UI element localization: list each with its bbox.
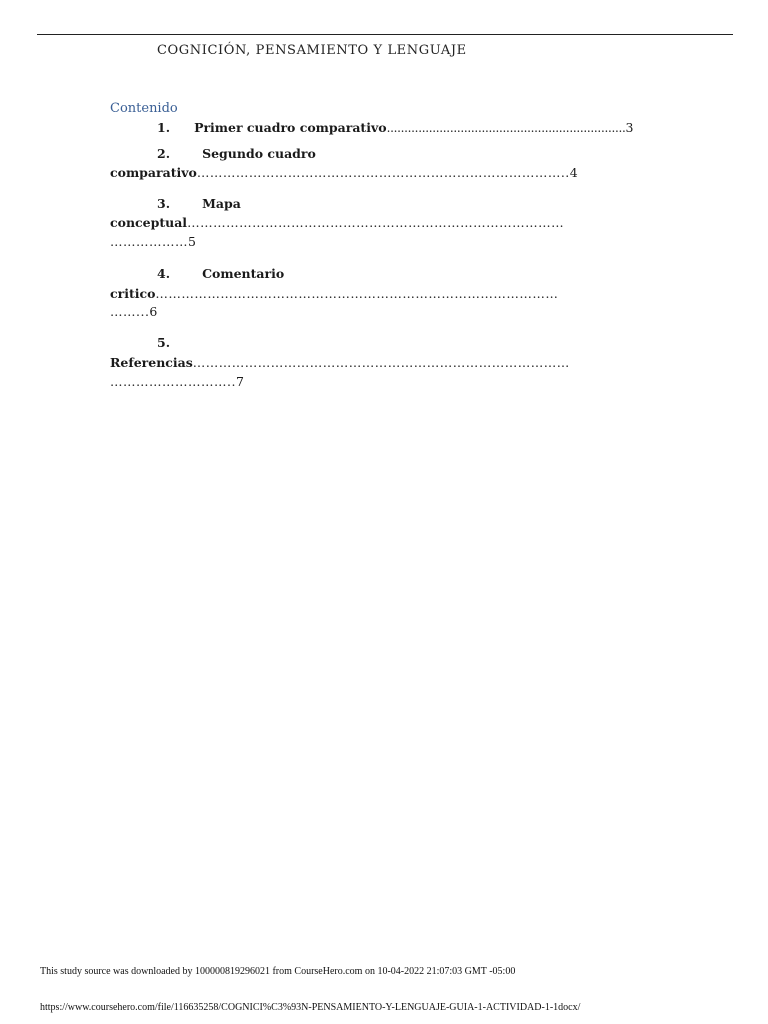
toc-entry-5-line3[interactable]	[110, 374, 244, 389]
toc-entry-title: Mapa	[202, 196, 241, 211]
toc-entry-4-line1[interactable]	[157, 266, 284, 281]
download-notice: This study source was downloaded by 100000819296021 from CourseHero.com on 10-04-2022 21:07:03 GMT -05:00	[40, 966, 516, 977]
toc-entry-1[interactable]	[157, 120, 634, 135]
toc-entry-3-line3[interactable]	[110, 234, 196, 249]
toc-leader: ………………	[110, 234, 188, 249]
source-url[interactable]: https://www.coursehero.com/file/116635258/COGNICI%C3%93N-PENSAMIENTO-Y-LENGUAJE-GUIA-1-ACTIVIDAD-1-1docx/	[40, 1002, 581, 1013]
toc-entry-title: Comentario	[202, 266, 285, 281]
toc-entry-4-line3[interactable]	[110, 304, 157, 319]
toc-entry-number: 2.	[157, 146, 171, 161]
toc-entry-5-line1[interactable]	[157, 335, 170, 350]
toc-heading: Contenido	[110, 101, 178, 116]
toc-entry-2-line2[interactable]	[110, 165, 578, 180]
toc-entry-5-line2[interactable]	[110, 355, 570, 370]
toc-entry-2-line1[interactable]	[157, 146, 316, 161]
toc-entry-title-cont: conceptual	[110, 215, 188, 230]
toc-entry-title-cont: critico	[110, 286, 156, 301]
toc-entry-3-line2[interactable]	[110, 215, 564, 230]
toc-entry-title: Primer cuadro comparativo	[194, 120, 387, 135]
document-header-title: COGNICIÓN, PENSAMIENTO Y LENGUAJE	[157, 43, 467, 58]
toc-page-number: 7	[235, 374, 244, 389]
toc-leader: ....................................................................	[386, 121, 626, 135]
toc-entry-4-line2[interactable]	[110, 286, 558, 301]
toc-page-number: 3	[625, 120, 634, 135]
toc-leader: …………………………………………………………………………..	[196, 165, 570, 180]
toc-leader: ……………………………………………………………………………	[187, 215, 565, 230]
toc-entry-title-cont: Referencias	[110, 355, 193, 370]
toc-leader: ……………………………………………………………………………	[192, 355, 570, 370]
toc-entry-title-cont: comparativo	[110, 165, 197, 180]
toc-page-number: 5	[188, 234, 196, 249]
toc-entry-number: 5.	[157, 335, 171, 350]
toc-entry-title: Segundo cuadro	[202, 146, 316, 161]
toc-entry-number: 3.	[157, 196, 171, 211]
toc-entry-3-line1[interactable]	[157, 196, 241, 211]
toc-page-number: 4	[569, 165, 578, 180]
toc-leader: ………………………..	[110, 374, 236, 389]
toc-entry-number: 4.	[157, 266, 171, 281]
toc-leader: ……...	[110, 304, 150, 319]
toc-page-number: 6	[149, 304, 158, 319]
toc-leader: …………………………………………………………………………………	[155, 286, 559, 301]
toc-entry-number: 1.	[157, 120, 171, 135]
top-rule	[37, 34, 733, 35]
